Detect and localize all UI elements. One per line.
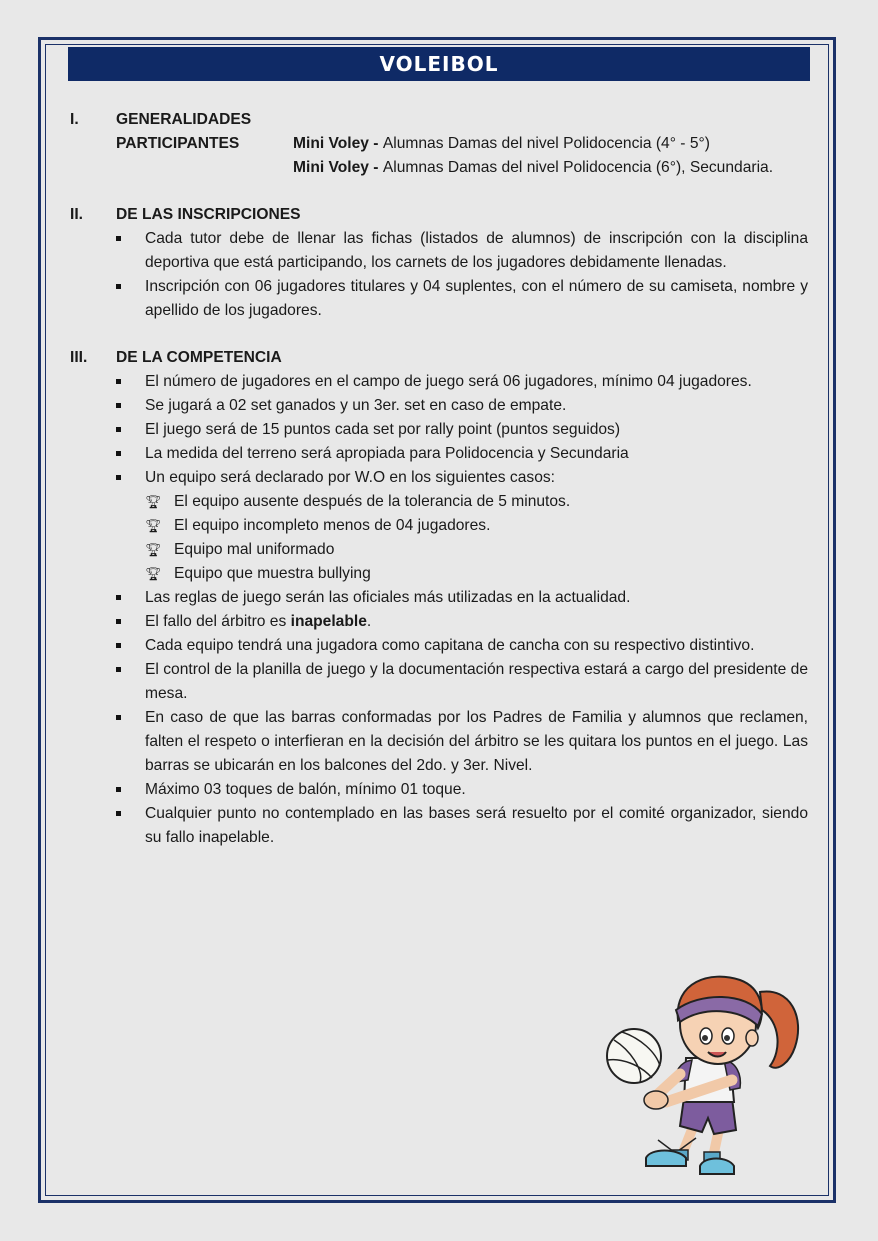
- wo-case-text: Equipo mal uniformado: [174, 541, 335, 558]
- trophy-icon: 🏆︎: [145, 494, 162, 509]
- competencia-list: [70, 370, 808, 850]
- section-generalidades-heading: [70, 108, 808, 132]
- trophy-icon: 🏆︎: [145, 542, 162, 557]
- section-number: I.: [70, 111, 79, 128]
- girl-volleyball-illustration: [600, 962, 810, 1182]
- list-item: Máximo 03 toques de balón, mínimo 01 toque.: [145, 778, 808, 802]
- participant-description: Alumnas Damas del nivel Polidocencia (6°), Secundaria.: [382, 159, 774, 176]
- section-competencia-heading: [70, 346, 808, 370]
- list-item: [145, 610, 808, 634]
- wo-cases-list: [145, 490, 808, 586]
- list-item: El control de la planilla de juego y la documentación respectiva estará a cargo del presidente de mesa.: [145, 658, 808, 706]
- wo-case-text: El equipo ausente después de la tolerancia de 5 minutos.: [174, 493, 571, 510]
- list-item: Las reglas de juego serán las oficiales más utilizadas en la actualidad.: [145, 586, 808, 610]
- participant-entry: [293, 156, 808, 180]
- inscripciones-list: [70, 227, 808, 323]
- participant-entry: [293, 132, 808, 156]
- list-item: El juego será de 15 puntos cada set por rally point (puntos seguidos): [145, 418, 808, 442]
- section-title: DE LAS INSCRIPCIONES: [116, 206, 301, 223]
- list-item: Se jugará a 02 set ganados y un 3er. set en caso de empate.: [145, 394, 808, 418]
- list-item: El número de jugadores en el campo de juego será 06 jugadores, mínimo 04 jugadores.: [145, 370, 808, 394]
- participants-row: [116, 132, 808, 180]
- trophy-icon: 🏆︎: [145, 518, 162, 533]
- list-item-text: .: [366, 613, 372, 630]
- page-title: VOLEIBOL: [68, 47, 810, 81]
- document-body: [70, 108, 808, 850]
- list-item: En caso de que las barras conformadas por los Padres de Familia y alumnos que reclamen, falten el respeto o interfieran en la decisión del árbitro se les quitara los puntos en el juego. Las barras se ubicarán en los balcones del 2do. y 3er. Nivel.: [145, 706, 808, 778]
- list-item: [145, 466, 808, 586]
- list-item: Cada equipo tendrá una jugadora como capitana de cancha con su respectivo distintivo.: [145, 634, 808, 658]
- emphasis-text: inapelable: [290, 613, 367, 630]
- list-item: Inscripción con 06 jugadores titulares y 04 suplentes, con el número de su camiseta, nombre y apellido de los jugadores.: [145, 275, 808, 323]
- section-title: DE LA COMPETENCIA: [116, 349, 282, 366]
- list-item: Cualquier punto no contemplado en las bases será resuelto por el comité organizador, siendo su fallo inapelable.: [145, 802, 808, 850]
- section-number: III.: [70, 349, 88, 366]
- participant-description: Alumnas Damas del nivel Polidocencia (4° - 5°): [382, 135, 710, 152]
- participants-label: PARTICIPANTES: [116, 135, 240, 152]
- wo-case-text: Equipo que muestra bullying: [174, 565, 371, 582]
- section-number: II.: [70, 206, 83, 223]
- trophy-icon: 🏆︎: [145, 566, 162, 581]
- participant-category: Mini Voley -: [293, 135, 383, 152]
- participants-list: [293, 132, 808, 180]
- list-item: Cada tutor debe de llenar las fichas (listados de alumnos) de inscripción con la disciplina deportiva que está participando, los carnets de los jugadores debidamente llenadas.: [145, 227, 808, 275]
- section-title: GENERALIDADES: [116, 111, 252, 128]
- wo-case-item: [145, 514, 808, 538]
- list-item: La medida del terreno será apropiada para Polidocencia y Secundaria: [145, 442, 808, 466]
- wo-intro: Un equipo será declarado por W.O en los siguientes casos:: [145, 469, 555, 486]
- list-item-text: El fallo del árbitro es: [145, 613, 291, 630]
- wo-case-item: [145, 562, 808, 586]
- wo-case-item: [145, 490, 808, 514]
- section-inscripciones-heading: [70, 203, 808, 227]
- wo-case-text: El equipo incompleto menos de 04 jugadores.: [174, 517, 491, 534]
- wo-case-item: [145, 538, 808, 562]
- participant-category: Mini Voley -: [293, 159, 383, 176]
